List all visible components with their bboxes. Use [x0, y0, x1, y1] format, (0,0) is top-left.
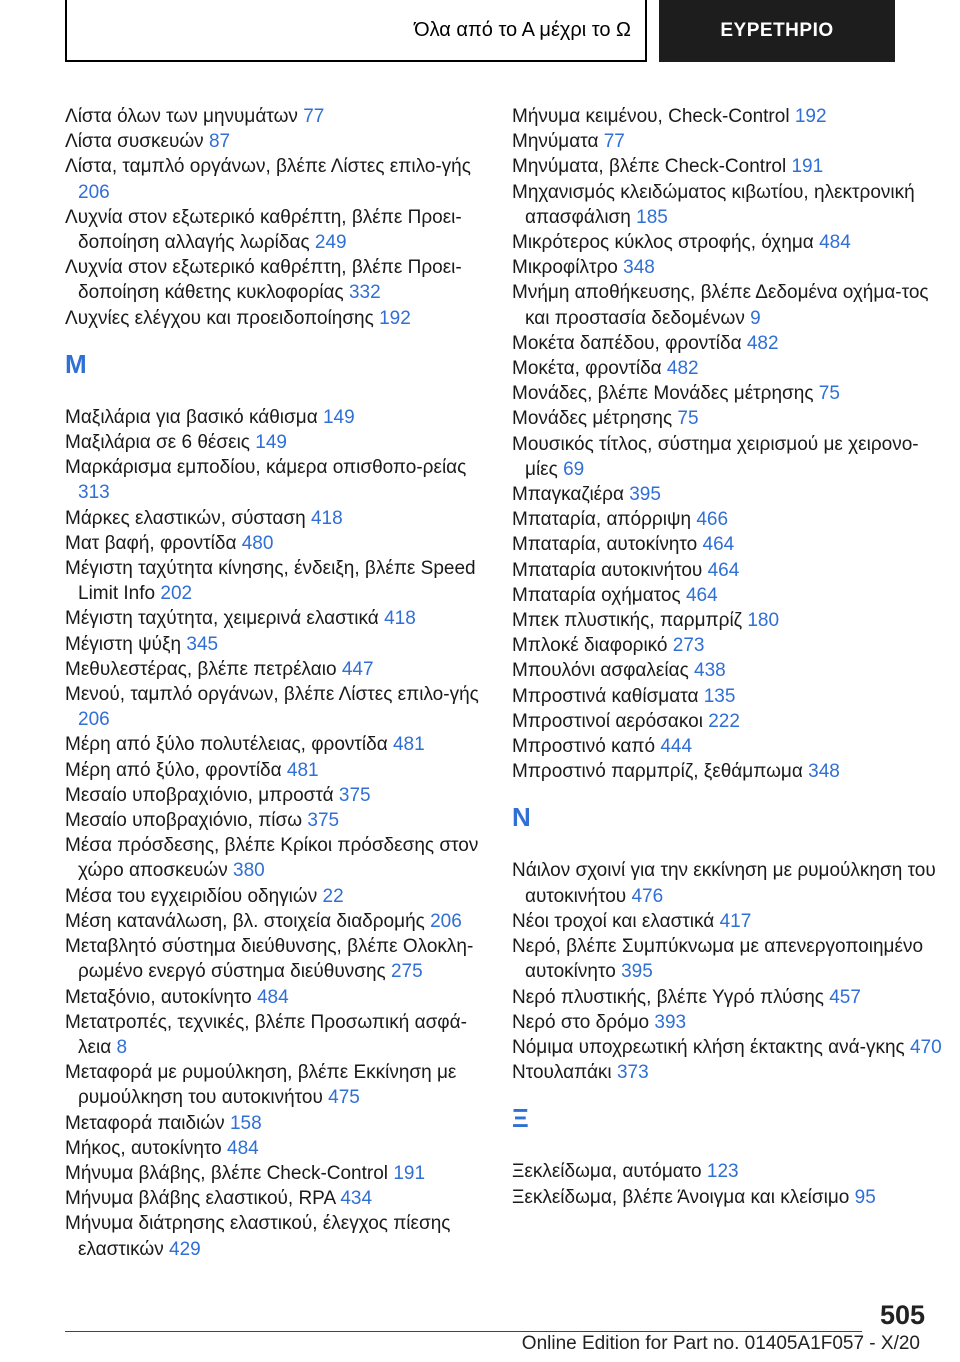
entry-page-link[interactable]: 375: [307, 810, 340, 832]
entry-page-link[interactable]: 191: [393, 1162, 426, 1184]
entry-text: Μάρκες ελαστικών, σύσταση: [65, 507, 306, 529]
index-entry: [512, 381, 942, 406]
entry-text: Λυχνίες ελέγχου και προειδοποίησης: [65, 307, 374, 329]
index-entry: [65, 632, 495, 657]
entry-page-link[interactable]: 444: [660, 736, 693, 758]
entry-text: Λίστα όλων των μηνυμάτων: [65, 106, 298, 127]
index-entry: [512, 1159, 942, 1184]
index-entry: [512, 507, 942, 532]
entry-page-link[interactable]: 123: [706, 1161, 739, 1183]
section-letter-m: M: [65, 348, 87, 379]
edition-footer: Online Edition for Part no. 01405A1F057 - X/20: [521, 1333, 920, 1354]
entry-text: Ξεκλείδωμα, αυτόματο: [512, 1161, 702, 1183]
entry-text: Μεθυλεστέρας, βλέπε πετρέλαιο: [65, 658, 337, 680]
entry-page-link[interactable]: 375: [338, 784, 371, 806]
entry-page-link[interactable]: 149: [255, 432, 287, 454]
entry-page-link[interactable]: 22: [322, 885, 344, 907]
index-entry: [512, 1060, 942, 1085]
entry-page-link[interactable]: 393: [654, 1011, 687, 1033]
entry-text: Μήνυμα κειμένου, Check-Control: [512, 106, 790, 127]
index-entry: [512, 255, 942, 280]
entry-text: Λυχνία στον εξωτερικό καθρέπτη, βλέπε Προει-δοποίηση αλλαγής λωρίδας: [65, 206, 462, 254]
entry-text: Μπουλόνι ασφαλείας: [512, 660, 689, 682]
entry-text: Μεταβλητό σύστημα διεύθυνσης, βλέπε Ολοκλη-ρωμένο ενεργό σύστημα διεύθυνσης: [65, 936, 474, 983]
entry-text: Λίστα, ταμπλό οργάνων, βλέπε Λίστες επιλο-γής: [65, 156, 471, 178]
entry-page-link[interactable]: 149: [322, 406, 355, 428]
entry-page-link[interactable]: 348: [808, 761, 840, 783]
entry-text: Μηχανισμός κλειδώματος κιβωτίου, ηλεκτρονική απασφάλιση: [512, 181, 915, 228]
entry-page-link[interactable]: 275: [390, 961, 423, 983]
entry-text: Μήνυμα βλάβης ελαστικού, RPA: [65, 1188, 336, 1210]
entry-page-link[interactable]: 475: [328, 1087, 360, 1109]
entry-text: Μετατροπές, τεχνικές, βλέπε Προσωπική ασφά-λεια: [65, 1011, 467, 1058]
index-entry: [512, 432, 942, 482]
index-entry: [65, 682, 495, 732]
entry-page-link[interactable]: 480: [241, 532, 274, 554]
entry-page-link[interactable]: 185: [636, 206, 668, 228]
entry-page-link[interactable]: 9: [750, 307, 761, 329]
entry-page-link[interactable]: 332: [348, 282, 381, 304]
entry-text: Μονάδες μέτρησης: [512, 408, 673, 430]
index-entry: [512, 759, 942, 784]
entry-text: Μέγιστη ταχύτητα κίνησης, ένδειξη, βλέπε Speed Limit Info: [65, 558, 476, 605]
section-letter-xi: Ξ: [512, 1103, 529, 1134]
entry-text: Μνήμη αποθήκευσης, βλέπε Δεδομένα οχήμα-τος και προστασία δεδομένων: [512, 282, 929, 329]
index-entry: [65, 909, 495, 934]
index-entry: [512, 583, 942, 608]
entry-text: Μηνύματα: [512, 131, 599, 153]
entry-text: Μοκέτα, φροντίδα: [512, 358, 662, 380]
header-tabs: [65, 0, 895, 62]
entry-text: Μέσα του εγχειριδίου οδηγιών: [65, 885, 318, 907]
entry-text: Μήκος, αυτοκίνητο: [65, 1137, 222, 1159]
index-entry: [65, 405, 495, 430]
entry-page-link[interactable]: 481: [286, 759, 319, 781]
index-entry: [65, 506, 495, 531]
index-entry: [65, 1161, 495, 1186]
entry-text: Μηνύματα, βλέπε Check-Control: [512, 156, 787, 178]
index-entry: [65, 1136, 495, 1161]
tab-index[interactable]: ΕΥΡΕΤΗΡΙΟ: [659, 0, 895, 62]
entry-text: Ματ βαφή, φροντίδα: [65, 532, 237, 554]
index-entry: [65, 1111, 495, 1136]
entry-page-link[interactable]: 192: [379, 307, 411, 329]
entry-page-link[interactable]: 191: [791, 156, 824, 178]
index-entry: [65, 455, 495, 505]
entry-list-top: [65, 104, 495, 331]
index-entry: [512, 1185, 942, 1210]
entry-text: Μενού, ταμπλό οργάνων, βλέπε Λίστες επιλο-γής: [65, 684, 479, 706]
entry-list-n: [512, 858, 942, 1085]
entry-text: Μέγιστη ψύξη: [65, 633, 182, 655]
index-entry: [512, 558, 942, 583]
entry-text: Ξεκλείδωμα, βλέπε Άνοιγμα και κλείσιμο: [512, 1186, 850, 1208]
entry-page-link[interactable]: 470: [909, 1036, 942, 1058]
entry-text: Νόμιμα υποχρεωτική κλήση έκτακτης ανά-γκης: [512, 1036, 905, 1058]
index-entry: [512, 331, 942, 356]
entry-page-link[interactable]: 348: [623, 257, 655, 279]
index-entry: [65, 783, 495, 808]
index-entry: [512, 909, 942, 934]
index-entry: [512, 129, 942, 154]
entry-text: Μπροστινό καπό: [512, 736, 656, 758]
entry-text: Μέση κατανάλωση, βλ. στοιχεία διαδρομής: [65, 910, 425, 932]
entry-text: Μαξιλάρια για βασικό κάθισμα: [65, 406, 318, 428]
index-entry: [65, 985, 495, 1010]
entry-text: Νερό στο δρόμο: [512, 1011, 650, 1033]
entry-text: Λίστα συσκευών: [65, 131, 204, 153]
index-entry: [65, 1186, 495, 1211]
index-entry: [65, 606, 495, 631]
entry-page-link[interactable]: 466: [696, 509, 729, 531]
entry-page-link[interactable]: 222: [708, 710, 740, 732]
entry-page-link[interactable]: 418: [310, 507, 343, 529]
entry-page-link[interactable]: 313: [78, 482, 110, 504]
entry-page-link[interactable]: 476: [631, 885, 664, 907]
entry-list-m-continued: [512, 104, 942, 784]
index-entry: [512, 709, 942, 734]
entry-page-link[interactable]: 273: [672, 635, 705, 657]
entry-page-link[interactable]: 481: [392, 734, 425, 756]
entry-page-link[interactable]: 418: [384, 608, 416, 630]
index-entry: [512, 734, 942, 759]
entry-page-link[interactable]: 206: [430, 910, 462, 932]
entry-text: Μήνυμα βλάβης, βλέπε Check-Control: [65, 1162, 389, 1184]
index-entry: [512, 230, 942, 255]
index-entry: [65, 657, 495, 682]
index-entry: [65, 934, 495, 984]
entry-page-link[interactable]: 417: [719, 910, 752, 932]
entry-page-link[interactable]: 484: [256, 986, 289, 1008]
index-entry: [512, 1035, 942, 1060]
entry-text: Μπροστινοί αερόσακοι: [512, 710, 703, 732]
entry-text: Μπαταρία αυτοκινήτου: [512, 559, 703, 581]
entry-page-link[interactable]: 180: [747, 610, 780, 632]
entry-page-link[interactable]: 95: [854, 1186, 876, 1208]
index-entry: [512, 684, 942, 709]
index-entry: [65, 732, 495, 757]
index-entry: [65, 833, 495, 883]
entry-page-link[interactable]: 457: [829, 986, 861, 1008]
index-entry: [65, 205, 495, 255]
entry-text: Μεταφορά με ρυμούλκηση, βλέπε Εκκίνηση με ρυμούλκηση του αυτοκινήτου: [65, 1062, 457, 1109]
entry-page-link[interactable]: 192: [794, 106, 827, 127]
footer-divider: [65, 1331, 862, 1332]
entry-text: Μπαταρία, απόρριψη: [512, 509, 692, 531]
entry-list-xi: [512, 1159, 942, 1209]
index-entry: [512, 985, 942, 1010]
page-number: 505: [879, 1300, 925, 1330]
index-entry: [512, 858, 942, 908]
entry-page-link[interactable]: 482: [666, 358, 699, 380]
entry-text: Μεσαίο υποβραχιόνιο, πίσω: [65, 810, 303, 832]
index-entry: [65, 884, 495, 909]
entry-text: Μικρότερος κύκλος στροφής, όχημα: [512, 232, 814, 254]
index-entry: [512, 356, 942, 381]
entry-page-link[interactable]: 158: [229, 1112, 262, 1134]
entry-text: Μεσαίο υποβραχιόνιο, μπροστά: [65, 784, 334, 806]
entry-text: Νέοι τροχοί και ελαστικά: [512, 910, 715, 932]
index-entry: [65, 104, 495, 129]
entry-text: Μουσικός τίτλος, σύστημα χειρισμού με χειρονο-μίες: [512, 433, 919, 480]
entry-text: Μαρκάρισμα εμποδίου, κάμερα οπισθοπο-ρείας: [65, 457, 467, 479]
entry-text: Μεταξόνιο, αυτοκίνητο: [65, 986, 252, 1008]
entry-text: Λυχνία στον εξωτερικό καθρέπτη, βλέπε Προει-δοποίηση κάθετης κυκλοφορίας: [65, 257, 462, 304]
index-entry: [512, 104, 942, 129]
index-entry: [65, 129, 495, 154]
entry-page-link[interactable]: 249: [314, 232, 347, 254]
entry-page-link[interactable]: 202: [160, 583, 193, 605]
entry-page-link[interactable]: 345: [186, 633, 219, 655]
index-entry: [65, 306, 495, 331]
index-entry: [65, 1211, 495, 1261]
index-entry: [65, 1060, 495, 1110]
entry-page-link[interactable]: 484: [819, 232, 851, 254]
entry-text: Μοκέτα δαπέδου, φροντίδα: [512, 332, 742, 354]
entry-list-m: [65, 405, 495, 1262]
index-entry: [65, 758, 495, 783]
entry-page-link[interactable]: 206: [78, 709, 110, 731]
index-entry: [65, 556, 495, 606]
entry-page-link[interactable]: 464: [707, 559, 740, 581]
entry-text: Μέρη από ξύλο πολυτέλειας, φροντίδα: [65, 734, 388, 756]
entry-text: Μικροφίλτρο: [512, 257, 618, 279]
tab-a-to-z[interactable]: Όλα από το Α μέχρι το Ω: [65, 0, 647, 62]
entry-page-link[interactable]: 8: [116, 1036, 128, 1058]
entry-text: Μπεκ πλυστικής, παρμπρίζ: [512, 610, 743, 632]
entry-page-link[interactable]: 77: [303, 106, 325, 127]
index-entry: [512, 608, 942, 633]
entry-text: Μαξιλάρια σε 6 θέσεις: [65, 432, 250, 454]
index-entry: [65, 808, 495, 833]
entry-page-link[interactable]: 373: [616, 1062, 649, 1084]
entry-text: Μέσα πρόσδεσης, βλέπε Κρίκοι πρόσδεσης στον χώρο αποσκευών: [65, 835, 479, 882]
index-column-right: [512, 104, 942, 1210]
entry-page-link[interactable]: 395: [621, 961, 653, 983]
entry-page-link[interactable]: 447: [341, 658, 374, 680]
entry-text: Μπροστινό παρμπρίζ, ξεθάμπωμα: [512, 761, 803, 783]
entry-text: Μήνυμα διάτρησης ελαστικού, έλεγχος πίεσης ελαστικών: [65, 1213, 451, 1260]
entry-text: Μπροστινά καθίσματα: [512, 685, 699, 707]
entry-text: Μέρη από ξύλο, φροντίδα: [65, 759, 282, 781]
entry-page-link[interactable]: 482: [746, 332, 779, 354]
entry-text: Μπαταρία, αυτοκίνητο: [512, 534, 698, 556]
entry-page-link[interactable]: 75: [818, 383, 840, 405]
index-entry: [65, 531, 495, 556]
entry-text: Μεταφορά παιδιών: [65, 1112, 225, 1134]
entry-text: Μονάδες, βλέπε Μονάδες μέτρησης: [512, 383, 814, 405]
index-column-left: [65, 104, 495, 1262]
index-entry: [65, 1010, 495, 1060]
entry-page-link[interactable]: 135: [703, 685, 736, 707]
entry-page-link[interactable]: 77: [603, 131, 625, 153]
entry-page-link[interactable]: 464: [702, 534, 735, 556]
entry-page-link[interactable]: 69: [563, 458, 585, 480]
entry-text: Νερό πλυστικής, βλέπε Υγρό πλύσης: [512, 986, 824, 1008]
entry-text: Μπλοκέ διαφορικό: [512, 635, 668, 657]
entry-page-link[interactable]: 75: [677, 408, 699, 430]
index-entry: [512, 482, 942, 507]
entry-page-link[interactable]: 395: [629, 484, 661, 506]
index-entry: [512, 180, 942, 230]
entry-text: Ντουλαπάκι: [512, 1062, 612, 1084]
index-entry: [512, 532, 942, 557]
index-entry: [65, 430, 495, 455]
entry-page-link[interactable]: 380: [233, 860, 265, 882]
entry-page-link[interactable]: 464: [685, 584, 718, 606]
entry-text: Νερό, βλέπε Συμπύκνωμα με απενεργοποιημένο αυτοκίνητο: [512, 936, 924, 983]
index-entry: [512, 154, 942, 179]
section-letter-n: N: [512, 802, 531, 833]
index-entry: [512, 1010, 942, 1035]
entry-page-link[interactable]: 484: [227, 1137, 259, 1159]
entry-text: Νάιλον σχοινί για την εκκίνηση με ρυμούλκηση του αυτοκινήτου: [512, 860, 936, 907]
index-entry: [512, 658, 942, 683]
entry-text: Μπαταρία οχήματος: [512, 584, 681, 606]
entry-page-link[interactable]: 429: [169, 1238, 201, 1260]
index-entry: [512, 934, 942, 984]
entry-page-link[interactable]: 87: [208, 131, 231, 153]
index-entry: [512, 406, 942, 431]
entry-text: Μπαγκαζιέρα: [512, 484, 624, 506]
entry-page-link[interactable]: 434: [340, 1188, 373, 1210]
entry-page-link[interactable]: 438: [694, 660, 726, 682]
index-entry: [512, 280, 942, 330]
index-entry: [512, 633, 942, 658]
entry-text: Μέγιστη ταχύτητα, χειμερινά ελαστικά: [65, 608, 379, 630]
entry-page-link[interactable]: 206: [78, 181, 110, 203]
index-entry: [65, 154, 495, 204]
index-entry: [65, 255, 495, 305]
